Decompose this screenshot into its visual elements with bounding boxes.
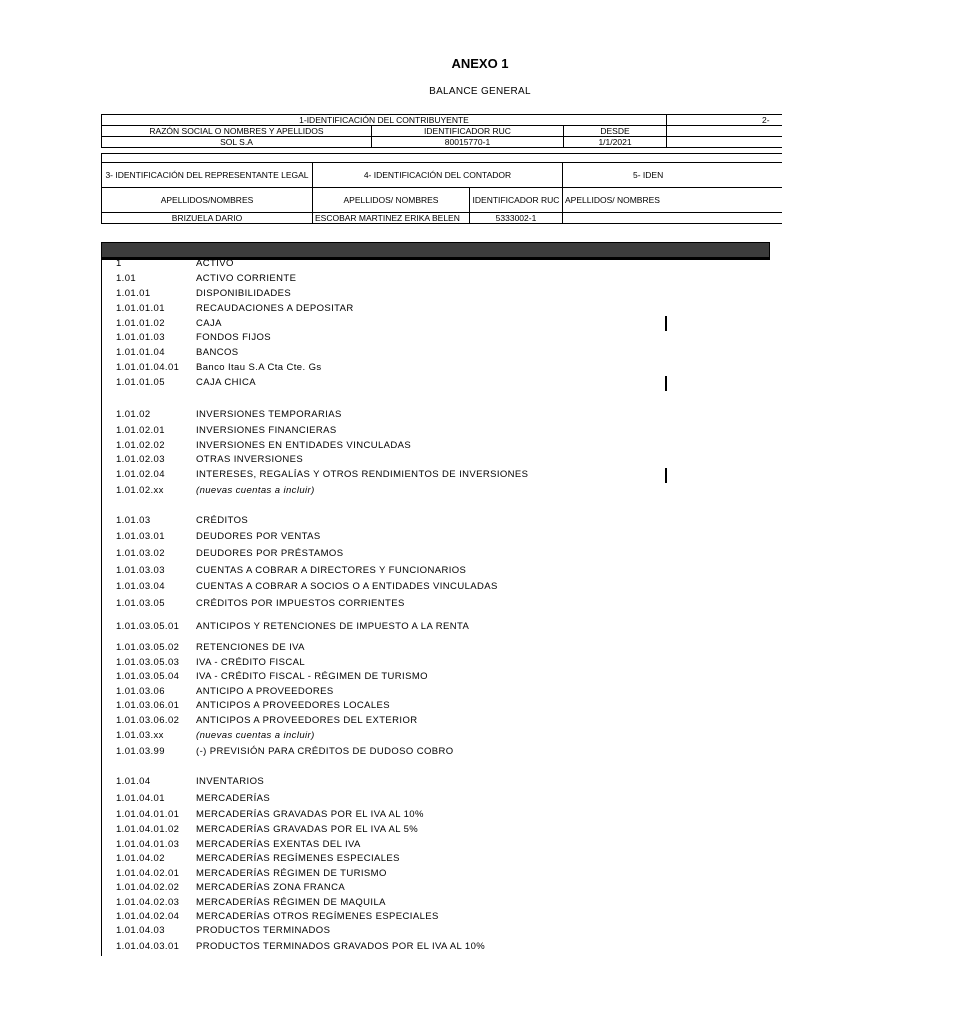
account-name: Banco Itau S.A Cta Cte. Gs bbox=[196, 362, 322, 373]
page-title: ANEXO 1 bbox=[451, 56, 509, 71]
account-name: MERCADERÍAS RÉGIMEN DE TURISMO bbox=[196, 868, 387, 879]
table-left-border bbox=[101, 256, 102, 956]
contribuyente-desde: 1/1/2021 bbox=[564, 137, 667, 148]
account-code: 1.01.01.04.01 bbox=[116, 362, 180, 373]
account-name: MERCADERÍAS ZONA FRANCA bbox=[196, 882, 346, 893]
contribuyente-name: SOL S.A bbox=[102, 137, 372, 148]
account-name: (nuevas cuentas a incluir) bbox=[196, 730, 315, 741]
account-code: 1.01.04.01.02 bbox=[116, 824, 180, 835]
account-name: (nuevas cuentas a incluir) bbox=[196, 485, 315, 496]
account-name: ACTIVO bbox=[196, 258, 234, 269]
account-code: 1.01.03.05.03 bbox=[116, 657, 180, 668]
account-name: MERCADERÍAS RÉGIMEN DE MAQUILA bbox=[196, 897, 386, 908]
account-code: 1.01.01.04 bbox=[116, 347, 165, 358]
account-code: 1.01.03.99 bbox=[116, 746, 165, 757]
account-name: ANTICIPOS A PROVEEDORES LOCALES bbox=[196, 700, 391, 711]
account-name: INVERSIONES TEMPORARIAS bbox=[196, 409, 342, 420]
section-3-label: 3- IDENTIFICACIÓN DEL REPRESENTANTE LEGAL bbox=[102, 163, 313, 188]
account-code: 1.01.04.03.01 bbox=[116, 941, 180, 952]
col-apellidos-rep: APELLIDOS/NOMBRES bbox=[102, 188, 313, 213]
account-code: 1.01.04.01 bbox=[116, 793, 165, 804]
account-code: 1.01.03.06.02 bbox=[116, 715, 180, 726]
col-desde: DESDE bbox=[564, 126, 667, 137]
account-code: 1.01.04.02.01 bbox=[116, 868, 180, 879]
account-name: BANCOS bbox=[196, 347, 239, 358]
account-name: INVERSIONES FINANCIERAS bbox=[196, 425, 337, 436]
account-name: PRODUCTOS TERMINADOS bbox=[196, 925, 331, 936]
account-name: CAJA bbox=[196, 318, 222, 329]
account-name: MERCADERÍAS EXENTAS DEL IVA bbox=[196, 839, 361, 850]
col-apellidos-cont: APELLIDOS/ NOMBRES bbox=[313, 188, 470, 213]
account-name: INTERESES, REGALÍAS Y OTROS RENDIMIENTOS DE INVERSIONES bbox=[196, 469, 529, 480]
account-code: 1.01.03.05 bbox=[116, 598, 165, 609]
account-name: MERCADERÍAS GRAVADAS POR EL IVA AL 5% bbox=[196, 824, 419, 835]
account-name: RECAUDACIONES A DEPOSITAR bbox=[196, 303, 354, 314]
account-code: 1.01.04.02.03 bbox=[116, 897, 180, 908]
account-name: INVENTARIOS bbox=[196, 776, 265, 787]
account-code: 1.01.01 bbox=[116, 288, 151, 299]
account-name: CRÉDITOS POR IMPUESTOS CORRIENTES bbox=[196, 598, 405, 609]
account-code: 1.01.03.05.02 bbox=[116, 642, 180, 653]
account-name: CUENTAS A COBRAR A DIRECTORES Y FUNCIONARIOS bbox=[196, 565, 467, 576]
account-name: CAJA CHICA bbox=[196, 377, 256, 388]
account-name: (-) PREVISIÓN PARA CRÉDITOS DE DUDOSO COBRO bbox=[196, 746, 454, 757]
account-name: IVA - CRÉDITO FISCAL - RÉGIMEN DE TURISMO bbox=[196, 671, 428, 682]
account-name: MERCADERÍAS GRAVADAS POR EL IVA AL 10% bbox=[196, 809, 424, 820]
cell-tick-mark bbox=[665, 468, 667, 483]
account-code: 1.01.03.06 bbox=[116, 686, 165, 697]
account-name: ANTICIPOS Y RETENCIONES DE IMPUESTO A LA RENTA bbox=[196, 621, 470, 632]
account-code: 1.01.03.01 bbox=[116, 531, 165, 542]
account-code: 1.01.01.03 bbox=[116, 332, 165, 343]
account-code: 1.01.03.02 bbox=[116, 548, 165, 559]
account-name: MERCADERÍAS REGÍMENES ESPECIALES bbox=[196, 853, 400, 864]
col-apellidos-5: APELLIDOS/ NOMBRES bbox=[563, 188, 782, 213]
account-code: 1.01.03.05.04 bbox=[116, 671, 180, 682]
representante-table bbox=[101, 153, 782, 224]
account-code: 1.01.04.03 bbox=[116, 925, 165, 936]
account-code: 1.01 bbox=[116, 273, 137, 284]
account-name: CRÉDITOS bbox=[196, 515, 249, 526]
page-subtitle: BALANCE GENERAL bbox=[429, 86, 531, 97]
cont-ruc: 5333002-1 bbox=[470, 213, 563, 224]
contribuyente-table bbox=[101, 114, 782, 148]
account-code: 1.01.04.02.04 bbox=[116, 911, 180, 922]
account-code: 1.01.02.04 bbox=[116, 469, 165, 480]
account-code: 1.01.02.01 bbox=[116, 425, 165, 436]
account-code: 1.01.04 bbox=[116, 776, 151, 787]
account-code: 1.01.03 bbox=[116, 515, 151, 526]
account-code: 1.01.02 bbox=[116, 409, 151, 420]
section-5-label: 5- IDEN bbox=[563, 163, 782, 188]
account-name: ACTIVO CORRIENTE bbox=[196, 273, 297, 284]
account-name: ANTICIPO A PROVEEDORES bbox=[196, 686, 334, 697]
account-code: 1.01.02.03 bbox=[116, 454, 165, 465]
section-4-label: 4- IDENTIFICACIÓN DEL CONTADOR bbox=[313, 163, 563, 188]
account-name: RETENCIONES DE IVA bbox=[196, 642, 305, 653]
account-name: MERCADERÍAS OTROS REGÍMENES ESPECIALES bbox=[196, 911, 439, 922]
col-ruc-cont: IDENTIFICADOR RUC bbox=[470, 188, 563, 213]
section-2-label: 2- bbox=[667, 115, 782, 126]
account-code: 1 bbox=[116, 258, 122, 269]
account-code: 1.01.01.05 bbox=[116, 377, 165, 388]
account-name: MERCADERÍAS bbox=[196, 793, 271, 804]
account-name: INVERSIONES EN ENTIDADES VINCULADAS bbox=[196, 440, 412, 451]
account-code: 1.01.03.xx bbox=[116, 730, 164, 741]
account-code: 1.01.03.05.01 bbox=[116, 621, 180, 632]
account-code: 1.01.04.02 bbox=[116, 853, 165, 864]
account-code: 1.01.03.04 bbox=[116, 581, 165, 592]
cell-tick-mark bbox=[665, 316, 667, 331]
account-code: 1.01.03.06.01 bbox=[116, 700, 180, 711]
account-name: DEUDORES POR VENTAS bbox=[196, 531, 321, 542]
account-code: 1.01.02.02 bbox=[116, 440, 165, 451]
contribuyente-ruc: 80015770-1 bbox=[372, 137, 564, 148]
cell-tick-mark bbox=[665, 376, 667, 391]
account-name: DISPONIBILIDADES bbox=[196, 288, 292, 299]
account-code: 1.01.04.02.02 bbox=[116, 882, 180, 893]
account-code: 1.01.01.01 bbox=[116, 303, 165, 314]
col-razon-social: RAZÓN SOCIAL O NOMBRES Y APELLIDOS bbox=[102, 126, 372, 137]
account-code: 1.01.03.03 bbox=[116, 565, 165, 576]
account-code: 1.01.02.xx bbox=[116, 485, 164, 496]
account-name: CUENTAS A COBRAR A SOCIOS O A ENTIDADES VINCULADAS bbox=[196, 581, 498, 592]
account-name: PRODUCTOS TERMINADOS GRAVADOS POR EL IVA AL 10% bbox=[196, 941, 486, 952]
account-name: DEUDORES POR PRÉSTAMOS bbox=[196, 548, 344, 559]
account-code: 1.01.04.01.01 bbox=[116, 809, 180, 820]
account-name: ANTICIPOS A PROVEEDORES DEL EXTERIOR bbox=[196, 715, 418, 726]
section-1-label: 1-IDENTIFICACIÓN DEL CONTRIBUYENTE bbox=[102, 115, 667, 126]
account-name: IVA - CRÉDITO FISCAL bbox=[196, 657, 306, 668]
account-name: OTRAS INVERSIONES bbox=[196, 454, 304, 465]
account-code: 1.01.01.02 bbox=[116, 318, 165, 329]
cont-name: ESCOBAR MARTINEZ ERIKA BELEN bbox=[313, 213, 470, 224]
account-name: FONDOS FIJOS bbox=[196, 332, 271, 343]
rep-name: BRIZUELA DARIO bbox=[102, 213, 313, 224]
col-ruc: IDENTIFICADOR RUC bbox=[372, 126, 564, 137]
account-code: 1.01.04.01.03 bbox=[116, 839, 180, 850]
